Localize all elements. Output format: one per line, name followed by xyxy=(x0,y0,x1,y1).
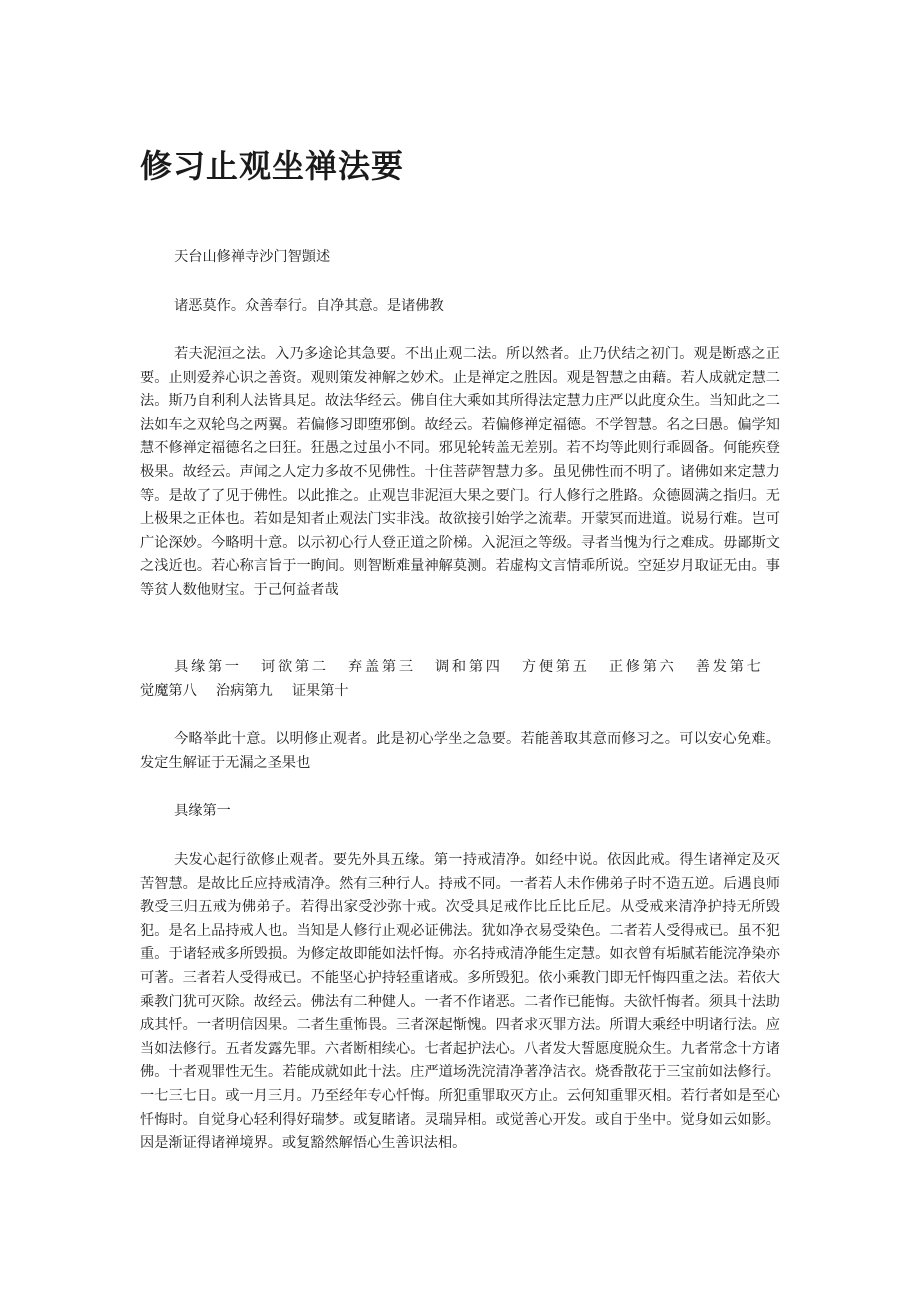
author-line: 天台山修禅寺沙门智顗述 xyxy=(174,249,331,265)
chapter-item: 正修第六 xyxy=(608,659,677,675)
document-title: 修习止观坐禅法要 xyxy=(140,147,405,185)
chapter-item: 诃欲第二 xyxy=(261,659,329,675)
chapter-item: 方便第五 xyxy=(521,659,590,675)
summary-paragraph: 今略举此十意。以明修止观者。此是初心学坐之急要。若能善取其意而修习之。可以安心免难。发定生解证于无漏之圣果也 xyxy=(140,731,780,771)
verse-line: 诸恶莫作。众善奉行。自净其意。是诸佛教 xyxy=(174,298,444,314)
chapter-item: 治病第九 xyxy=(215,682,273,699)
section-body-paragraph: 夫发心起行欲修止观者。要先外具五缘。第一持戒清净。如经中说。依因此戒。得生诸禅定及灭苦智慧。是故比丘应持戒清净。然有三种行人。持戒不同。一者若人未作佛弟子时不造五逆。后遇良师教受三归五戒为佛弟子。若得出家受沙弥十戒。次受具足戒作比丘比丘尼。从受戒来清净护持无所毁犯。是名上品持戒人也。当知是人修行止观必证佛法。犹如净衣易受染色。二者若人受得戒已。虽不犯重。于诸轻戒多所毁损。为修定故即能如法忏悔。亦名持戒清净能生定慧。如衣曾有垢腻若能浣净染亦可著。三者若人受得戒已。不能坚心护持轻重诸戒。多所毁犯。依小乘教门即无忏悔四重之法。若依大乘教门犹可灭除。故经云。佛法有二种健人。一者不作诸恶。二者作已能悔。夫欲忏悔者。须具十法助成其忏。一者明信因果。二者生重怖畏。三者深起惭愧。四者求灭罪方法。所谓大乘经中明诸行法。应当如法修行。五者发露先罪。六者断相续心。七者起护法心。八者发大誓愿度脱众生。九者常念十方诸佛。十者观罪性无生。若能成就如此十法。庄严道场洗浣清净著净洁衣。烧香散花于三宝前如法修行。一七三七日。或一月三月。乃至经年专心忏悔。所犯重罪取灭方止。云何知重罪灭相。若行者如是至心忏悔时。自觉身心轻利得好瑞梦。或复睹诸。灵瑞异相。或觉善心开发。或自于坐中。觉身如云如影。因是渐证得诸禅境界。或复豁然解悟心生善识法相。 xyxy=(140,852,780,1152)
chapter-item: 调和第四 xyxy=(434,659,503,675)
section-heading: 具缘第一 xyxy=(174,803,231,819)
chapter-list xyxy=(140,656,780,703)
chapter-item: 善发第七 xyxy=(695,659,761,675)
chapter-item: 具缘第一 xyxy=(174,659,242,675)
chapter-item: 觉魔第八 xyxy=(140,682,197,699)
chapter-item: 弃盖第三 xyxy=(347,659,416,675)
chapter-item: 证果第十 xyxy=(291,682,349,699)
preface-paragraph: 若夫泥洹之法。入乃多途论其急要。不出止观二法。所以然者。止乃伏结之初门。观是断惑之正要。止则爱养心识之善资。观则策发神解之妙术。止是禅定之胜因。观是智慧之由藉。若人成就定慧二法。斯乃自利利人法皆具足。故法华经云。佛自住大乘如其所得法定慧力庄严以此度众生。当知此之二法如车之双轮鸟之两翼。若偏修习即堕邪倒。故经云。若偏修禅定福德。不学智慧。名之曰愚。偏学知慧不修禅定福德名之曰狂。狂愚之过虽小不同。邪见轮转盖无差别。若不均等此则行乖圆备。何能疾登极果。故经云。声闻之人定力多故不见佛性。十住菩萨智慧力多。虽见佛性而不明了。诸佛如来定慧力等。是故了了见于佛性。以此推之。止观岂非泥洹大果之要门。行人修行之胜路。众德圆满之指归。无上极果之正体也。若如是知者止观法门实非浅。故欲接引始学之流辈。开蒙冥而进道。说易行难。岂可广论深妙。今略明十意。以示初心行人登正道之阶梯。入泥洹之等级。寻者当愧为行之难成。毋鄙斯文之浅近也。若心称言旨于一眴间。则智断难量神解莫测。若虚构文言情乖所说。空延岁月取证无由。事等贫人数他财宝。于己何益者哉 xyxy=(140,346,780,598)
